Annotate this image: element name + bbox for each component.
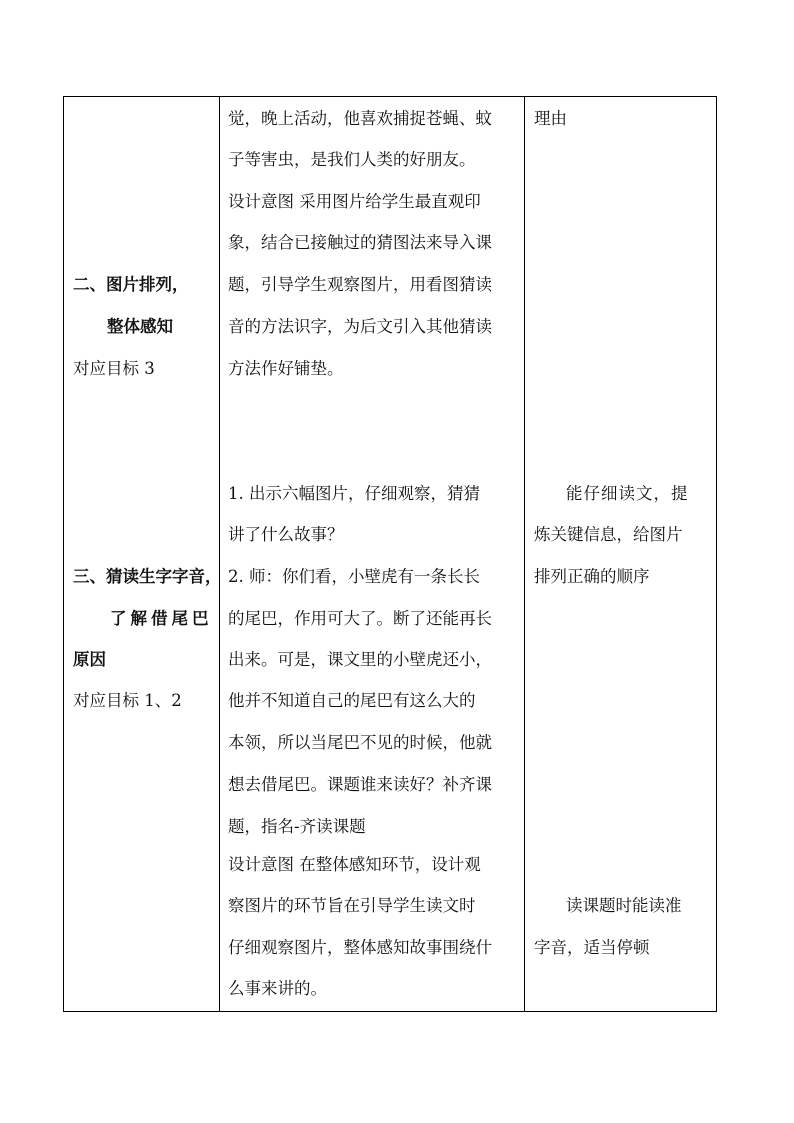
stage-column xyxy=(64,97,220,1012)
assessment-line: 炼关键信息，给图片 xyxy=(534,525,683,544)
process-line: 仔细观察图片，整体感知故事围绕什 xyxy=(228,938,492,957)
assessment-line: 字音，适当停顿 xyxy=(534,938,650,957)
lesson-plan-table xyxy=(63,96,717,1012)
process-line: 设计意图 采用图片给学生最直观印 xyxy=(228,192,481,211)
assessment-line: 能仔细读文，提 xyxy=(566,484,689,503)
assessment-line: 理由 xyxy=(534,109,567,128)
stage-2-title-line2: 整体感知 xyxy=(107,317,173,336)
process-line: 设计意图 在整体感知环节，设计观 xyxy=(228,855,481,874)
process-line: 音的方法识字，为后文引入其他猜读 xyxy=(228,317,492,336)
process-line: 本领，所以当尾巴不见的时候，他就 xyxy=(228,733,492,752)
stage-2-target: 对应目标 3 xyxy=(73,359,155,378)
process-line: 的尾巴，作用可大了。断了还能再长 xyxy=(228,609,492,628)
process-line: 题，指名-齐读课题 xyxy=(228,817,366,836)
stage-3-title-line3: 原因 xyxy=(73,650,106,669)
stage-2-title-line1: 二、图片排列， xyxy=(73,275,189,294)
process-line: 他并不知道自己的尾巴有这么大的 xyxy=(228,691,476,710)
process-line: 觉，晚上活动，他喜欢捕捉苍蝇、蚊 xyxy=(228,109,492,128)
table-row xyxy=(64,97,717,1012)
assessment-line: 排列正确的顺序 xyxy=(534,567,650,586)
process-line: 子等害虫，是我们人类的好朋友。 xyxy=(228,150,476,169)
process-line: 象，结合已接触过的猜图法来导入课 xyxy=(228,233,492,252)
stage-3-title-line2: 了解借尾巴 xyxy=(110,609,213,628)
stage-3-target: 对应目标 1、2 xyxy=(73,691,182,710)
process-line: 2. 师：你们看，小壁虎有一条长长 xyxy=(228,567,480,586)
process-line: 1. 出示六幅图片，仔细观察，猜猜 xyxy=(228,484,480,503)
process-line: 题，引导学生观察图片，用看图猜读 xyxy=(228,275,492,294)
stage-3-title-line1: 三、猜读生字字音， xyxy=(73,567,222,586)
assessment-line: 读课题时能读准 xyxy=(566,896,682,915)
process-line: 讲了什么故事？ xyxy=(228,525,344,544)
process-line: 想去借尾巴。课题谁来读好？补齐课 xyxy=(228,775,492,794)
assessment-column xyxy=(525,97,717,1012)
process-line: 方法作好铺垫。 xyxy=(228,359,344,378)
process-line: 察图片的环节旨在引导学生读文时 xyxy=(228,896,476,915)
process-line: 出来。可是，课文里的小壁虎还小， xyxy=(228,650,492,669)
process-column xyxy=(220,97,525,1012)
process-line: 么事来讲的。 xyxy=(228,979,327,998)
